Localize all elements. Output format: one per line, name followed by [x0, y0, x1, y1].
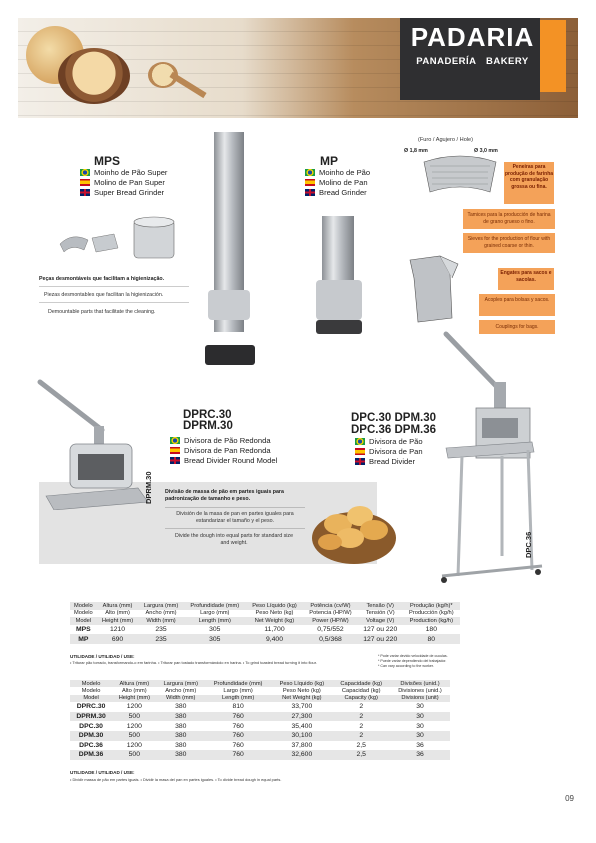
table-header-cell: Net Weight (kg)	[246, 617, 303, 625]
mps-note-pt: Peças desmontáveis que facilitam a higienização.	[39, 276, 165, 282]
table-cell: 305	[209, 626, 221, 634]
table-header-cell: Capacidade (kg)	[332, 680, 390, 687]
divider	[39, 286, 189, 287]
table-header-row	[70, 617, 460, 625]
dpc-code-4: DPM.36	[394, 424, 437, 436]
divider-spec-table	[70, 680, 450, 760]
table-cell: DPM.30	[70, 731, 112, 741]
table-cell: 30,100	[271, 731, 332, 741]
dprc-name-es: Divisora de Pan Redonda	[184, 446, 271, 455]
divider	[39, 302, 189, 303]
table-cell: 180	[425, 626, 437, 634]
dprc-name-en: Bread Divider Round Model	[184, 456, 278, 465]
table-header-row	[70, 680, 450, 687]
table-cell: 380	[157, 712, 205, 722]
table2-use-text: • Dividir massa de pão em partes iguais. • Dividir la masa del pan en partes iguales. • To divide bread dough in equal parts.	[70, 777, 282, 782]
brazil-flag-icon	[305, 169, 315, 176]
table-header-cell: Ancho (mm)	[145, 610, 177, 617]
dprc-note-pt: Divisão de massa de pão em partes iguais para padronização de tamanho e peso.	[165, 489, 284, 502]
uk-flag-icon	[170, 457, 180, 464]
table-cell: 810	[232, 703, 244, 711]
table-cell: 760	[232, 722, 244, 730]
table-cell: 2	[332, 712, 390, 722]
table-row	[70, 625, 460, 635]
spain-flag-icon	[355, 448, 365, 455]
table-header-cell: Voltage (V)	[358, 617, 403, 625]
table-cell: 32,600	[271, 750, 332, 760]
mps-name-es: Molino de Pan Super	[94, 178, 165, 187]
mps-note-en: Demountable parts that facilitate the cleaning.	[48, 309, 156, 315]
table-cell: 36	[390, 750, 450, 760]
table-cell: 500	[112, 712, 156, 722]
dpc-name-en: Bread Divider	[369, 457, 416, 466]
table-header-cell: Altura (mm)	[97, 602, 139, 610]
table-cell: 2,5	[356, 741, 366, 749]
mp-names	[305, 168, 370, 198]
table-header-cell: Tensión (V)	[365, 610, 395, 617]
mps-names	[80, 168, 167, 198]
table1-use-text: • Triturar pão torrado, transformando-o em farinha. • Triturar pan tostado transformándolo en harina. • To grind toasted bread turning it into flour.	[70, 660, 317, 665]
sieve-size-2: Ø 3,0 mm	[474, 148, 498, 154]
table-header-cell: Capacidad (kg)	[341, 688, 381, 695]
table-cell: 30	[416, 703, 424, 711]
table-header-cell: Peso Neto (kg)	[282, 688, 321, 695]
sieves-text-pt: Peneiras para produção de farinha com granulação grossa ou fina.	[504, 162, 554, 204]
table-header-cell: Model	[70, 617, 97, 625]
dprc-note-en: Divide the dough into equal parts for standard size and weight.	[174, 533, 294, 546]
accent-bar	[540, 20, 566, 92]
table-header-cell: Peso Líquido (kg)	[271, 680, 332, 687]
mps-name-pt: Moinho de Pão Super	[94, 168, 168, 177]
table-cell: 1200	[126, 703, 142, 711]
table-cell: 380	[175, 741, 187, 749]
table-cell: 11,700	[264, 626, 285, 634]
dprc-vertical-label: DPRM.30	[144, 471, 153, 504]
table-cell: 30	[390, 731, 450, 741]
table-row	[70, 741, 450, 751]
couplings-text-en: Couplings for bags.	[479, 320, 555, 334]
table-header-cell: Modelo	[70, 602, 97, 610]
table-cell: DPRC.30	[76, 703, 106, 711]
table1-use-title: UTILIDADE / UTILIDAD / USE:	[70, 654, 135, 659]
table-cell: 1200	[126, 741, 142, 749]
table-header-cell: Model	[70, 695, 112, 702]
table-row	[70, 731, 450, 741]
table-header-cell: Capacity (kg)	[332, 695, 390, 702]
dprc-code-2: DPRM.30	[183, 420, 233, 432]
bread-basket-image	[308, 494, 400, 568]
table-header-row	[70, 610, 460, 618]
table-cell: DPRM.30	[70, 712, 112, 722]
table1-footnotes	[378, 654, 448, 669]
table-cell: DPC.36	[79, 741, 103, 749]
sieves-text-es: Tamices para la producción de harina de grano grueso o fino.	[463, 209, 555, 229]
dprc-note-es: División de la masa de pan en partes iguales para estandarizar el tamaño y el peso.	[176, 511, 294, 524]
sieves-title: (Furo / Agujero / Hole)	[418, 137, 474, 143]
sieves-text-en: Sieves for the production of flour with grained coarse or thin.	[463, 233, 555, 253]
table-row	[70, 702, 450, 712]
table-header-cell: Modelo	[70, 680, 112, 687]
table-header-cell: Largura (mm)	[157, 680, 205, 687]
dpc-code-2: DPM.30	[394, 412, 437, 424]
dpc-code-3: DPC.36	[351, 424, 392, 436]
table-cell: 9,400	[246, 634, 303, 644]
table-header-cell: Modelo	[74, 610, 93, 617]
table-cell: 30	[416, 722, 424, 730]
table-header-cell: Net Weight (kg)	[271, 695, 332, 702]
subtitle-es: PANADERÍA	[416, 56, 477, 67]
spain-flag-icon	[305, 179, 315, 186]
table-header-cell: Tensão (V)	[358, 602, 403, 610]
table-header-row	[70, 687, 450, 694]
table-cell: 305	[184, 634, 246, 644]
sieves-image	[420, 152, 500, 198]
mp-code: MP	[320, 154, 338, 168]
grinder-spec-table	[70, 602, 460, 644]
table-cell: 1200	[126, 722, 142, 730]
page-subtitle	[405, 56, 540, 67]
table-cell: 0,75/552	[317, 626, 344, 634]
footnote: * Pode variar devido velocidade de cuculas.	[378, 654, 448, 658]
table-cell: 1210	[109, 626, 126, 634]
mps-machine-body	[208, 290, 250, 320]
table-cell: 380	[157, 750, 205, 760]
mp-machine-base	[316, 320, 362, 334]
table-cell: 500	[112, 731, 156, 741]
table-header-cell: Power (HP/W)	[303, 617, 358, 625]
subtitle-en: BAKERY	[485, 56, 529, 67]
table-row	[70, 712, 450, 722]
table-cell: 30	[390, 712, 450, 722]
table-header-cell: Height (mm)	[112, 695, 156, 702]
table-header-cell: Produção (kg/h)*	[403, 602, 460, 610]
table2-use-title: UTILIDADE / UTILIDAD / USE:	[70, 770, 135, 775]
mps-note-es: Piezas desmontables que facilitan la higienización.	[44, 292, 164, 298]
couplings-image	[400, 254, 464, 326]
table-cell: 500	[112, 750, 156, 760]
couplings-text-pt: Engates para sacos e sacolas.	[498, 268, 554, 290]
spain-flag-icon	[170, 447, 180, 454]
table-header-cell: Length (mm)	[184, 617, 246, 625]
table-header-cell: Divisões (unid.)	[390, 680, 450, 687]
uk-flag-icon	[305, 189, 315, 196]
mp-machine-image	[322, 216, 354, 286]
mp-name-en: Bread Grinder	[319, 188, 367, 197]
table-header-cell: Altura (mm)	[112, 680, 156, 687]
brazil-flag-icon	[355, 438, 365, 445]
mp-name-pt: Moinho de Pão	[319, 168, 371, 177]
table-header-row	[70, 695, 450, 702]
table-cell: 760	[205, 750, 271, 760]
table-header-cell: Ancho (mm)	[165, 688, 197, 695]
table-cell: 760	[232, 741, 244, 749]
dpc-name-pt: Divisora de Pão	[369, 437, 423, 446]
table-header-cell: Modelo	[81, 688, 101, 695]
page-number: 09	[565, 794, 574, 803]
footnote: * Can vary according to the worker.	[378, 664, 434, 668]
table-header-cell: Height (mm)	[97, 617, 139, 625]
table-cell: 33,700	[291, 703, 313, 711]
table-row	[70, 634, 460, 644]
table-cell: 690	[97, 634, 139, 644]
table-cell: 37,800	[291, 741, 313, 749]
table-header-cell: Length (mm)	[205, 695, 271, 702]
mp-machine-body	[316, 280, 362, 320]
brazil-flag-icon	[170, 437, 180, 444]
table-header-cell: Largura (mm)	[138, 602, 183, 610]
table-cell: 760	[205, 731, 271, 741]
table-cell: 80	[403, 634, 460, 644]
table-header-cell: Profundidade (mm)	[184, 602, 246, 610]
dprc-name-pt: Divisora de Pão Redonda	[184, 436, 271, 445]
table-cell: 2	[359, 722, 364, 730]
table-cell: DPC.30	[79, 722, 103, 730]
table-cell: 27,300	[271, 712, 332, 722]
table-cell: 235	[138, 634, 183, 644]
uk-flag-icon	[355, 458, 365, 465]
table-cell: 380	[157, 731, 205, 741]
table-cell: 127 ou 220	[358, 634, 403, 644]
table-header-cell: Divisiones (unid.)	[398, 688, 442, 695]
page-title: PADARIA	[410, 22, 535, 52]
table-row	[70, 750, 450, 760]
table-header-cell: Divisions (unit)	[390, 695, 450, 702]
couplings-text-es: Acoples para bolsas y sacos.	[479, 294, 555, 316]
brazil-flag-icon	[80, 169, 90, 176]
dprc-names	[170, 436, 277, 466]
dprc-machine-image	[32, 370, 152, 510]
dpc-name-es: Divisora de Pan	[369, 447, 423, 456]
table-header-cell: Production (kg/h)	[403, 617, 460, 625]
table-header-cell: Alto (mm)	[122, 688, 147, 695]
mp-name-es: Molino de Pan	[319, 178, 368, 187]
mps-code: MPS	[94, 154, 121, 168]
mps-machine-base	[205, 345, 255, 365]
table-cell: 380	[175, 703, 187, 711]
table-cell: MPS	[75, 626, 91, 634]
flour-bowl-image	[58, 48, 130, 104]
sieve-size-1: Ø 1,8 mm	[404, 148, 428, 154]
table-header-cell: Profundidade (mm)	[205, 680, 271, 687]
table-header-cell: Largo (mm)	[223, 688, 253, 695]
table-header-cell: Peso Neto (kg)	[255, 610, 294, 617]
table-cell: 2	[332, 731, 390, 741]
wood-plank	[18, 102, 578, 116]
dpc-code-1: DPC.30	[351, 412, 392, 424]
uk-flag-icon	[80, 189, 90, 196]
table-cell: 2	[359, 703, 364, 711]
table-header-cell: Alto (mm)	[105, 610, 130, 617]
table-header-cell: Producción (kg/h)	[409, 610, 454, 617]
footnote: * Puede variar dependiendo del trabajador.	[378, 659, 447, 663]
table-cell: 760	[205, 712, 271, 722]
table-header-cell: Largo (mm)	[200, 610, 230, 617]
table-cell: 235	[155, 626, 167, 634]
table-cell: 0,5/368	[303, 634, 358, 644]
divider	[165, 528, 305, 529]
table-header-cell: Potencia (HP/W)	[309, 610, 352, 617]
table-cell: 127 ou 220	[363, 626, 398, 634]
table-cell: MP	[70, 634, 97, 644]
dprc-code-1: DPRC.30	[183, 409, 232, 421]
dpc-names	[355, 437, 423, 467]
mps-parts-image	[54, 214, 184, 264]
table-row	[70, 721, 450, 731]
spain-flag-icon	[80, 179, 90, 186]
divider	[165, 507, 305, 508]
table-cell: 36	[416, 741, 424, 749]
table-cell: DPM.36	[70, 750, 112, 760]
mps-name-en: Super Bread Grinder	[94, 188, 165, 197]
table-header-cell: Potência (cv/W)	[303, 602, 358, 610]
table-header-row	[70, 602, 460, 610]
table-cell: 35,400	[291, 722, 313, 730]
dpc-codes	[351, 412, 436, 436]
table-cell: 2,5	[332, 750, 390, 760]
dpc-vertical-label: DPC.36	[524, 531, 533, 558]
table-header-cell: Peso Líquido (kg)	[246, 602, 303, 610]
table-cell: 380	[175, 722, 187, 730]
dprc-codes	[183, 410, 233, 432]
table-header-cell: Width (mm)	[138, 617, 183, 625]
table-header-cell: Width (mm)	[157, 695, 205, 702]
